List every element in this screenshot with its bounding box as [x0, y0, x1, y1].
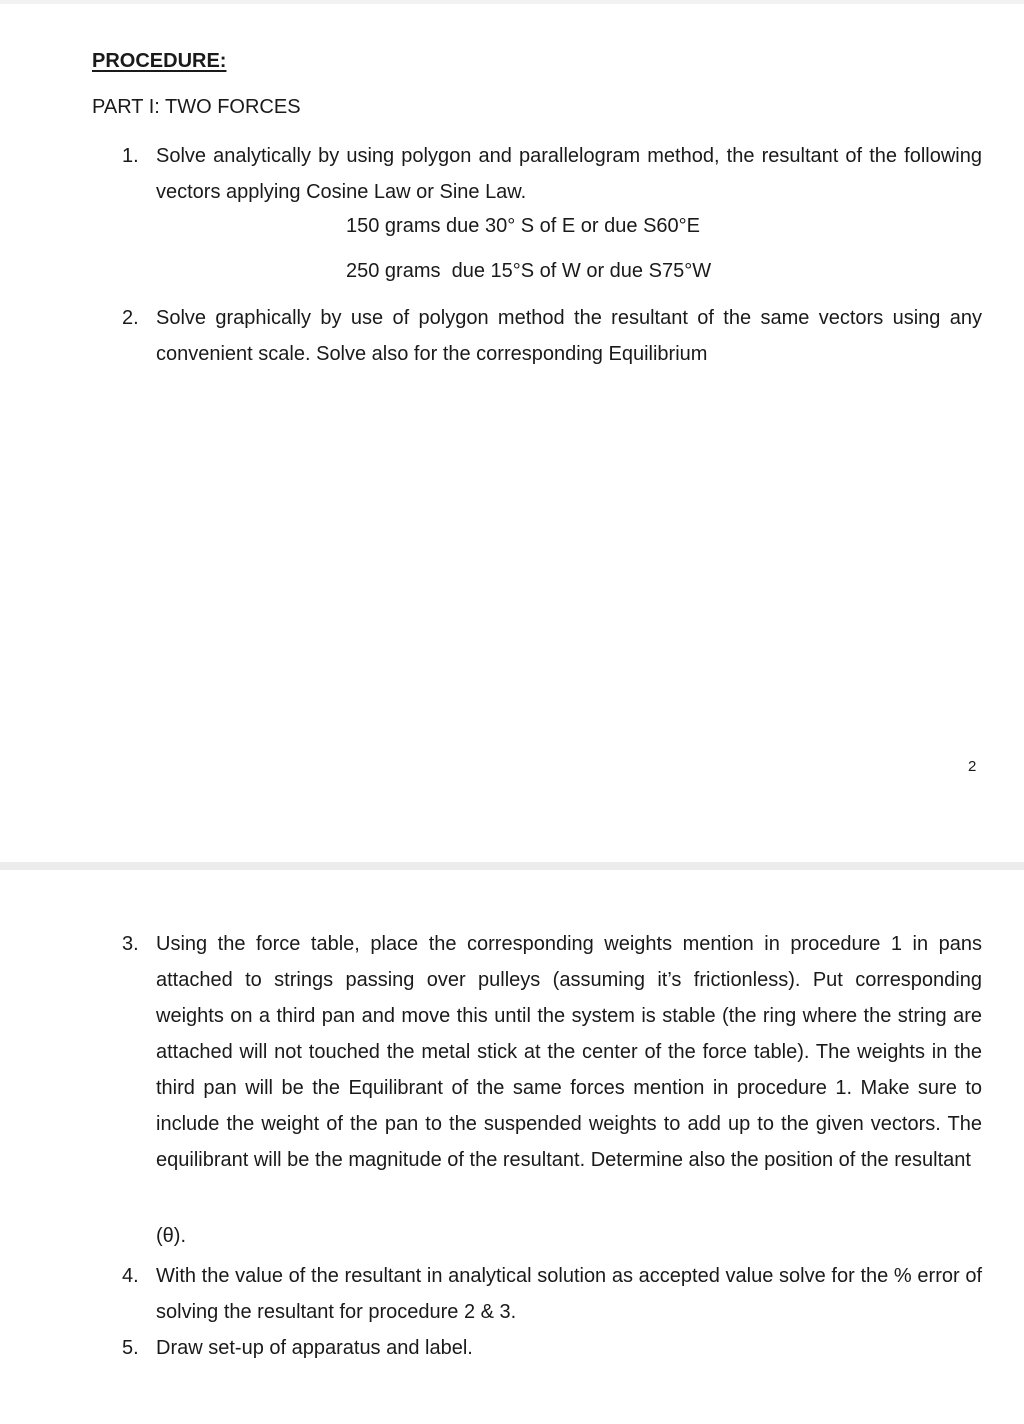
list-item-text: With the value of the resultant in analytical solution as accepted value solve for the % error of solving the resultant for procedure 2 & 3. — [156, 1265, 982, 1323]
page-separator — [0, 862, 1024, 870]
document-page-2 — [0, 870, 1024, 1424]
page-number: 2 — [968, 758, 977, 775]
list-item-text: Using the force table, place the corresponding weights mention in procedure 1 in pans attached to strings passing over pulleys (assuming it’s frictionless). Put corresponding weights on a third pan and move this until the system is stable (the ring where the string are attached will not touched the metal stick at the center of the force table). The weights in the third pan will be the Equilibrant of the same forces mention in procedure 1. Make sure to include the weight of the pan to the suspended weights to add up to the given vectors. The equilibrant will be the magnitude of the resultant. Determine also the position of the resultant — [156, 933, 982, 1171]
list-item-number: 3. — [122, 933, 139, 955]
theta-label: (θ). — [156, 1225, 186, 1247]
list-item-number: 2. — [122, 307, 139, 329]
list-item-number: 1. — [122, 145, 139, 167]
list-item-number: 4. — [122, 1265, 139, 1287]
vector-line-1: 150 grams due 30° S of E or due S60°E — [346, 215, 700, 237]
vector-line-2: 250 grams due 15°S of W or due S75°W — [346, 260, 712, 282]
list-item-number: 5. — [122, 1337, 139, 1359]
list-item-text: Draw set-up of apparatus and label. — [156, 1337, 473, 1359]
procedure-heading: PROCEDURE: — [92, 50, 227, 72]
document-page-1 — [0, 4, 1024, 862]
list-item-text: Solve graphically by use of polygon method the resultant of the same vectors using any convenient scale. Solve also for the corresponding Equilibrium — [156, 307, 982, 365]
list-item-text: Solve analytically by using polygon and parallelogram method, the resultant of the following vectors applying Cosine Law or Sine Law. — [156, 145, 982, 203]
part-heading: PART I: TWO FORCES — [92, 96, 301, 118]
